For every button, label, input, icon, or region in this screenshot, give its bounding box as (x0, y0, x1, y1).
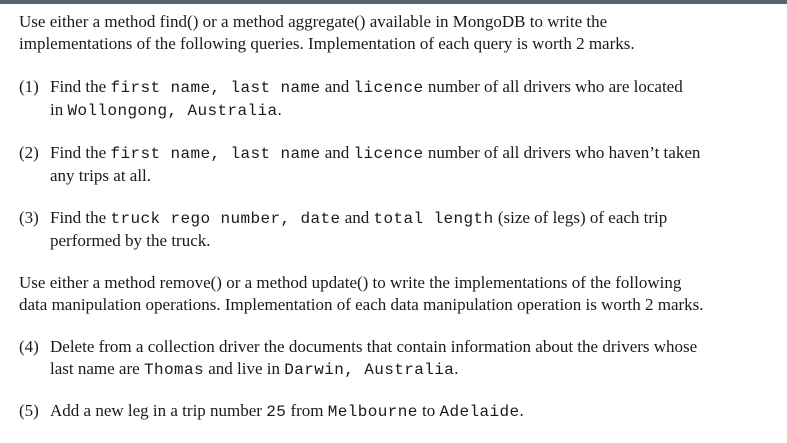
q3-text-c: (size of legs) of each trip (493, 208, 668, 227)
q5-text-d: . (519, 401, 524, 420)
question-3-text (50, 207, 667, 252)
intro-remove-line-1: Use either a method remove() or a method update() to write the implementations of the following (19, 273, 682, 292)
q1-code-location: Wollongong, Australia (67, 102, 278, 120)
question-5-number: (5) (19, 401, 39, 420)
q4-text-a: Delete from a collection driver the documents that contain information about the drivers whose (50, 337, 698, 356)
q1-code-names: first name, last name (110, 79, 321, 97)
q2-text-b: and (320, 143, 354, 162)
q2-code-names: first name, last name (110, 145, 321, 163)
q1-text-c: number of all drivers who are located (423, 77, 683, 96)
q2-text-a: Find the (50, 143, 111, 162)
question-4-text (50, 336, 697, 381)
intro-remove-line-2: data manipulation operations. Implementation of each data manipulation operation is worth 2 marks. (19, 295, 704, 314)
question-3-number: (3) (19, 208, 39, 227)
question-1-number: (1) (19, 77, 39, 96)
question-4-number: (4) (19, 337, 39, 356)
question-1-text (50, 76, 683, 122)
q5-text-c: to (417, 401, 440, 420)
intro-find-line-1: Use either a method find() or a method aggregate() available in MongoDB to write the (19, 12, 608, 31)
q1-text-b: and (320, 77, 354, 96)
q5-code-from: Melbourne (327, 403, 418, 421)
q4-code-location: Darwin, Australia (284, 361, 455, 379)
q5-code-to: Adelaide (439, 403, 520, 421)
intro-find-line-2: implementations of the following queries. Implementation of each query is worth 2 marks. (19, 34, 635, 53)
q2-text-d: any trips at all. (50, 166, 152, 185)
q2-code-licence: licence (353, 145, 424, 163)
q3-text-a: Find the (50, 208, 111, 227)
q4-text-d: . (454, 359, 459, 378)
intro-remove-paragraph (19, 272, 779, 316)
q1-text-d: in (50, 100, 68, 119)
q5-text-b: from (286, 401, 328, 420)
q2-text-c: number of all drivers who haven’t taken (423, 143, 701, 162)
question-2-text (50, 142, 700, 187)
q4-text-c: and live in (203, 359, 285, 378)
q1-code-licence: licence (353, 79, 424, 97)
q4-code-name: Thomas (143, 361, 204, 379)
q5-text-a: Add a new leg in a trip number (50, 401, 267, 420)
q4-text-b: last name are (50, 359, 144, 378)
q3-code-length: total length (373, 210, 494, 228)
q1-text-a: Find the (50, 77, 111, 96)
q3-text-b: and (340, 208, 374, 227)
q5-code-trip: 25 (266, 403, 287, 421)
q3-text-d: performed by the truck. (50, 231, 211, 250)
intro-find-paragraph (19, 11, 779, 55)
q1-text-e: . (277, 100, 282, 119)
question-5-text (50, 400, 524, 423)
q3-code-truck: truck rego number, date (110, 210, 341, 228)
question-2-number: (2) (19, 143, 39, 162)
